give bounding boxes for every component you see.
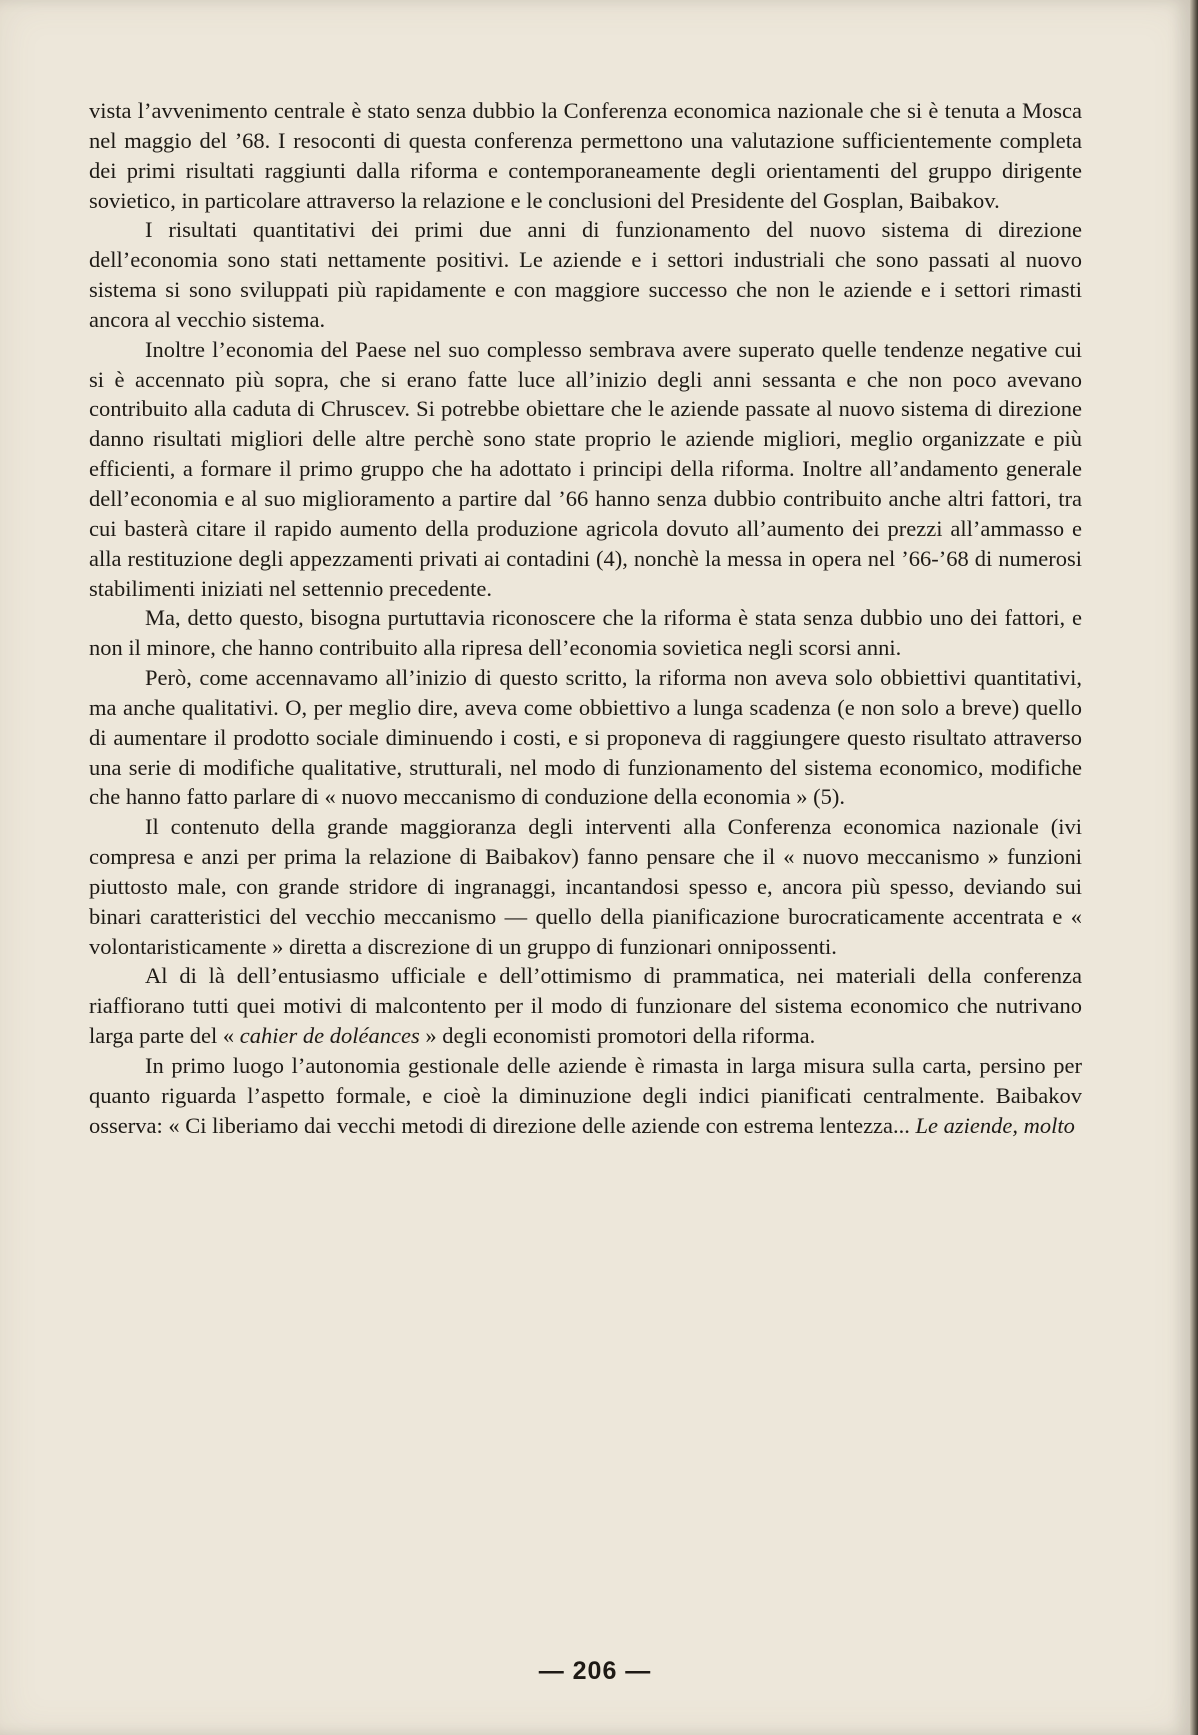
paragraph-8-text: In primo luogo l’autonomia gestionale delle aziende è rimasta in larga misura sulla carta, persino per quanto riguarda l’aspetto formale, e cioè la diminuzione degli indici pianificati centralmente. Baibakov osserva: « Ci liberiamo dai vecchi metodi di direzione delle aziende con estrema lentezza... [89,1053,1082,1138]
paragraph-7-text-end: » degli economisti promotori della riforma. [419,1023,816,1049]
paragraph-4: Ma, detto questo, bisogna purtuttavia riconoscere che la riforma è stata senza dubbio uno dei fattori, e non il minore, che hanno contribuito alla ripresa dell’economia sovietica negli scorsi anni. [89,605,1082,661]
page-number: — 206 — [538,1657,652,1685]
paragraph-2: I risultati quantitativi dei primi due anni di funzionamento del nuovo sistema di direzione dell’economia sono stati nettamente positivi. Le aziende e i settori industriali che sono passati al nuovo sistema si sono sviluppati più rapidamente e con maggiore successo che non le aziende e i settori rimasti ancora al vecchio sistema. [89,217,1082,332]
paragraph-8 [89,1051,1082,1141]
paragraph-3: Inoltre l’economia del Paese nel suo complesso sembrava avere superato quelle tendenze negative cui si è accennato più sopra, che si erano fatte luce all’inizio degli anni sessanta e che non poco avevano contribuito alla caduta di Chruscev. Si potrebbe obiettare che le aziende passate al nuovo sistema di direzione danno risultati migliori delle altre perchè sono state proprio le aziende migliori, meglio organizzate e più efficienti, a formare il primo gruppo che ha adottato i principi della riforma. Inoltre all’andamento generale dell’economia e al suo miglioramento a partire dal ’66 hanno senza dubbio contribuito anche altri fattori, tra cui basterà citare il rapido aumento della produzione agricola dovuto all’aumento dei prezzi all’ammasso e alla restituzione degli appezzamenti privati ai contadini (4), nonchè la messa in opera nel ’66-’68 di numerosi stabilimenti iniziati nel settennio precedente. [89,336,1082,601]
paragraph-8-italic: Le aziende, molto [915,1112,1075,1138]
paragraph-7-italic: cahier de doléances [239,1023,420,1049]
body-text [89,96,1082,1141]
paragraph-5: Però, come accennavamo all’inizio di questo scritto, la riforma non aveva solo obbiettivi quantitativi, ma anche qualitativi. O, per meglio dire, aveva come obbiettivo a lunga scadenza (e non solo a breve) quello di aumentare il prodotto sociale diminuendo i costi, e si proponeva di raggiungere questo risultato attraverso una serie di modifiche qualitative, strutturali, nel modo di funzionamento del sistema economico, modifiche che hanno fatto parlare di « nuovo meccanismo di conduzione della economia » (5). [89,665,1082,810]
paragraph-7-text: Al di là dell’entusiasmo ufficiale e dell’ottimismo di prammatica, nei materiali della conferenza riaffiorano tutti quei motivi di malcontento per il modo di funzionare del sistema economico che nutrivano larga parte del « [89,963,1082,1049]
paragraph-7 [89,961,1082,1051]
page-edge-shadow [1190,0,1198,1735]
paragraph-1: vista l’avvenimento centrale è stato senza dubbio la Conferenza economica nazionale che si è tenuta a Mosca nel maggio del ’68. I resoconti di questa conferenza permettono una valutazione sufficientemente completa dei primi risultati raggiunti dalla riforma e contemporaneamente degli orientamenti del gruppo dirigente sovietico, in particolare attraverso la relazione e le conclusioni del Presidente del Gosplan, Baibakov. [89,98,1082,213]
paragraph-6: Il contenuto della grande maggioranza degli interventi alla Conferenza economica nazionale (ivi compresa e anzi per prima la relazione di Baibakov) fanno pensare che il « nuovo meccanismo » funzioni piuttosto male, con grande stridore di ingranaggi, incantandosi spesso e, ancora più spesso, deviando sui binari caratteristici del vecchio meccanismo — quello della pianificazione burocraticamente accentrata e « volontaristicamente » diretta a discrezione di un gruppo di funzionari onnipossenti. [89,814,1082,959]
